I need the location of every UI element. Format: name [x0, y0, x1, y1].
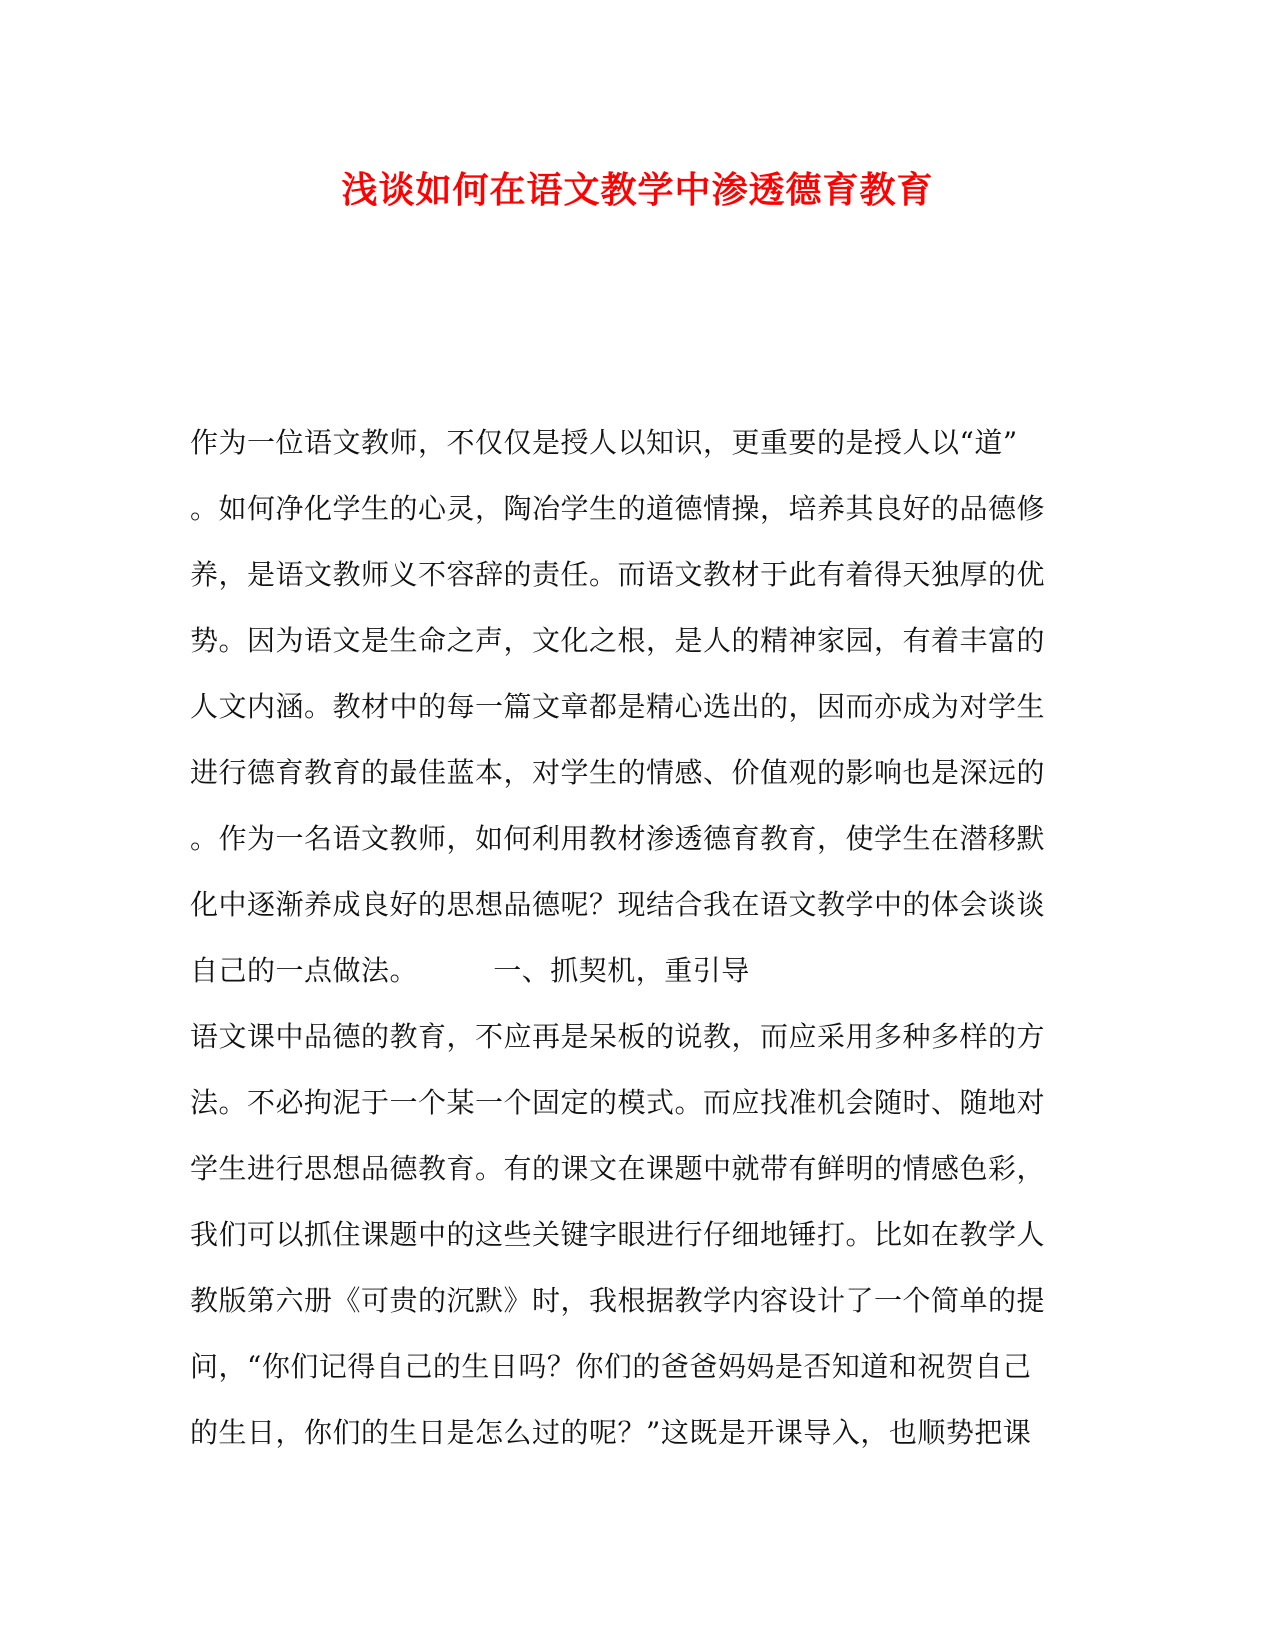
body-line: 进行德育教育的最佳蓝本，对学生的情感、价值观的影响也是深远的 [190, 756, 1046, 789]
body-line: 。如何净化学生的心灵，陶冶学生的道德情操，培养其良好的品德修 [190, 492, 1046, 525]
body-line: 。作为一名语文教师，如何利用教材渗透德育教育，使学生在潜移默 [190, 822, 1046, 855]
body-line: 教版第六册《可贵的沉默》时，我根据教学内容设计了一个简单的提 [190, 1284, 1046, 1317]
document-title: 浅谈如何在语文教学中渗透德育教育 [341, 169, 934, 211]
body-line: 的生日，你们的生日是怎么过的呢？”这既是开课导入，也顺势把课 [190, 1416, 1032, 1449]
body-line: 作为一位语文教师，不仅仅是授人以知识，更重要的是授人以“道” [190, 426, 1018, 459]
body-line: 法。不必拘泥于一个某一个固定的模式。而应找准机会随时、随地对 [190, 1086, 1046, 1119]
body-line: 养，是语文教师义不容辞的责任。而语文教材于此有着得天独厚的优 [190, 558, 1046, 591]
body-line: 语文课中品德的教育，不应再是呆板的说教，而应采用多种多样的方 [190, 1020, 1046, 1053]
body-line: 人文内涵。教材中的每一篇文章都是精心选出的，因而亦成为对学生 [190, 690, 1046, 723]
body-line: 自己的一点做法。 一、抓契机，重引导 [190, 954, 750, 987]
body-line: 化中逐渐养成良好的思想品德呢？现结合我在语文教学中的体会谈谈 [190, 888, 1046, 921]
body-line: 问，“你们记得自己的生日吗？你们的爸爸妈妈是否知道和祝贺自己 [190, 1350, 1032, 1383]
body-line: 势。因为语文是生命之声，文化之根，是人的精神家园，有着丰富的 [190, 624, 1046, 657]
document-body [190, 410, 1070, 1466]
body-line: 我们可以抓住课题中的这些关键字眼进行仔细地锤打。比如在教学人 [190, 1218, 1046, 1251]
body-line: 学生进行思想品德教育。有的课文在课题中就带有鲜明的情感色彩， [190, 1152, 1046, 1185]
